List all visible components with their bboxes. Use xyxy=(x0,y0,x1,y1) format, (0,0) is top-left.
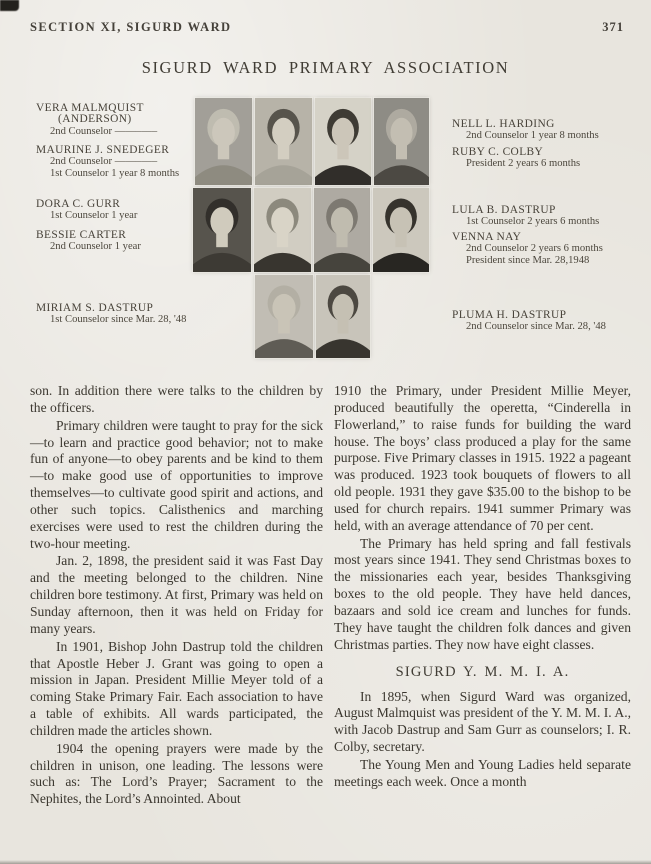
portrait-photo xyxy=(193,188,251,272)
portrait-photo xyxy=(255,275,313,358)
officer-tenure: President 2 years 6 months xyxy=(466,158,581,170)
paragraph: Primary children were taught to pray for the sick—to learn and practice good behavior; not to make fun of anyone—to obey parents and be kind to them—to make good use of opportunities to improve themselves—to cultivate good spirit and actions, and other such topics. Calisthenics and marching exercises were used to rest the children during the two-hour meeting. xyxy=(30,417,323,551)
running-header: SECTION XI, SIGURD WARD xyxy=(30,20,232,34)
portrait-photo xyxy=(254,188,311,272)
paragraph: In 1895, when Sigurd Ward was organized, August Malmquist was president of the Y. M. M. I. A., with Jacob Dastrup and Sam Gurr as counselors; I. R. Colby, secretary. xyxy=(334,688,631,755)
officer-tenure: 1st Counselor since Mar. 28, '48 xyxy=(50,314,187,326)
officer-name: VENNA NAY xyxy=(452,231,522,243)
portrait-photo xyxy=(373,188,429,272)
officer-tenure: 2nd Counselor since Mar. 28, '48 xyxy=(466,321,606,333)
officer-name: RUBY C. COLBY xyxy=(452,146,544,158)
portrait-photo xyxy=(374,98,429,185)
paragraph: The Primary has held spring and fall festivals most years since 1941. They send Christmas boxes to the missionaries each year, besides Thanksgiving boxes to the old people. They have held dances, bazaars and sold ice cream and lunches for funds. They have taught the children folk dances and given Christmas parties. They now have eight classes. xyxy=(334,535,631,652)
page-number: 371 xyxy=(602,20,624,34)
paragraph: The Young Men and Young Ladies held separate meetings each week. Once a month xyxy=(334,756,631,789)
paragraph: Jan. 2, 1898, the president said it was Fast Day and the meeting belonged to the children. Nine children bore testimony. At first, Primary was held on Sunday afternoon, then it was held on Friday for many years. xyxy=(30,553,323,636)
section-heading: SIGURD Y. M. M. I. A. xyxy=(395,663,570,680)
officer-tenure: President since Mar. 28,1948 xyxy=(466,254,590,266)
article-right-column xyxy=(334,383,631,792)
portrait-photo xyxy=(314,188,370,272)
officer-name: VERA MALMQUIST xyxy=(36,102,144,114)
officer-entry-maurine-snedeger xyxy=(36,145,216,179)
officer-tenure: 2nd Counselor 1 year xyxy=(50,241,141,253)
portrait-photo xyxy=(315,98,371,185)
paragraph: 1904 the opening prayers were made by the children in unison, one leading. The lessons were such as: The Lord’s Prayer; Sacrament to the Nephites, the Lord’s Annointed. About xyxy=(30,740,323,807)
officer-tenure: 2nd Counselor –––––––– xyxy=(50,156,158,168)
officer-name: MAURINE J. SNEDEGER xyxy=(36,144,170,156)
officer-entry-ruby-colby xyxy=(452,147,647,170)
officer-name: PLUMA H. DASTRUP xyxy=(452,309,567,321)
officer-tenure: 1st Counselor 1 year xyxy=(50,210,138,222)
portrait-photo xyxy=(255,98,312,185)
officer-entry-miriam-dastrup xyxy=(36,303,216,326)
officer-entry-pluma-dastrup xyxy=(452,310,647,333)
officer-name: BESSIE CARTER xyxy=(36,229,127,241)
officer-entry-venna-nay xyxy=(452,232,647,266)
scan-corner-artifact xyxy=(0,0,19,11)
portrait-photo xyxy=(316,275,370,358)
officer-tenure: 2nd Counselor 1 year 8 months xyxy=(466,130,599,142)
officer-entry-dora-gurr xyxy=(36,199,216,222)
officer-tenure: 1st Counselor 2 years 6 months xyxy=(466,216,600,228)
officer-entry-nell-harding xyxy=(452,119,647,142)
officer-entry-vera-malmquist xyxy=(36,103,216,137)
officer-entry-lula-dastrup xyxy=(452,205,647,228)
officer-entry-bessie-carter xyxy=(36,230,216,253)
officer-name: DORA C. GURR xyxy=(36,198,121,210)
page-title: SIGURD WARD PRIMARY ASSOCIATION xyxy=(141,58,510,77)
officer-tenure: 2nd Counselor 2 years 6 months xyxy=(466,243,603,255)
officer-name: NELL L. HARDING xyxy=(452,118,555,130)
officer-name-continued: (ANDERSON) xyxy=(58,113,132,126)
portrait-photo xyxy=(195,98,252,185)
officer-tenure: 2nd Counselor –––––––– xyxy=(50,125,158,137)
officer-tenure: 1st Counselor 1 year 8 months xyxy=(50,167,180,179)
officer-name: LULA B. DASTRUP xyxy=(452,204,556,216)
paragraph: son. In addition there were talks to the children by the officers. xyxy=(30,383,323,415)
paragraph: 1910 the Primary, under President Millie Meyer, produced beautifully the operetta, “Cinderella in Flowerland,” to raise funds for building the ward house. The boys’ class produced a play for the same purpose. Five Primary classes in 1915. 1922 a pageant was produced. 1923 took bouquets of flowers to all old people. 1931 they gave $35.00 to the bishop to be used for church repairs. 1941 summer Primary was held, with an average attendance of 70 per cent. xyxy=(334,383,631,533)
paragraph: In 1901, Bishop John Dastrup told the children that Apostle Heber J. Grant was going to open a mission in Japan. President Millie Meyer told of a coming Stake Primary Fair. Each association to have a table of exhibits. All wards participated, the children made the articles shown. xyxy=(30,638,323,738)
officer-name: MIRIAM S. DASTRUP xyxy=(36,302,154,314)
article-left-column xyxy=(30,383,323,809)
